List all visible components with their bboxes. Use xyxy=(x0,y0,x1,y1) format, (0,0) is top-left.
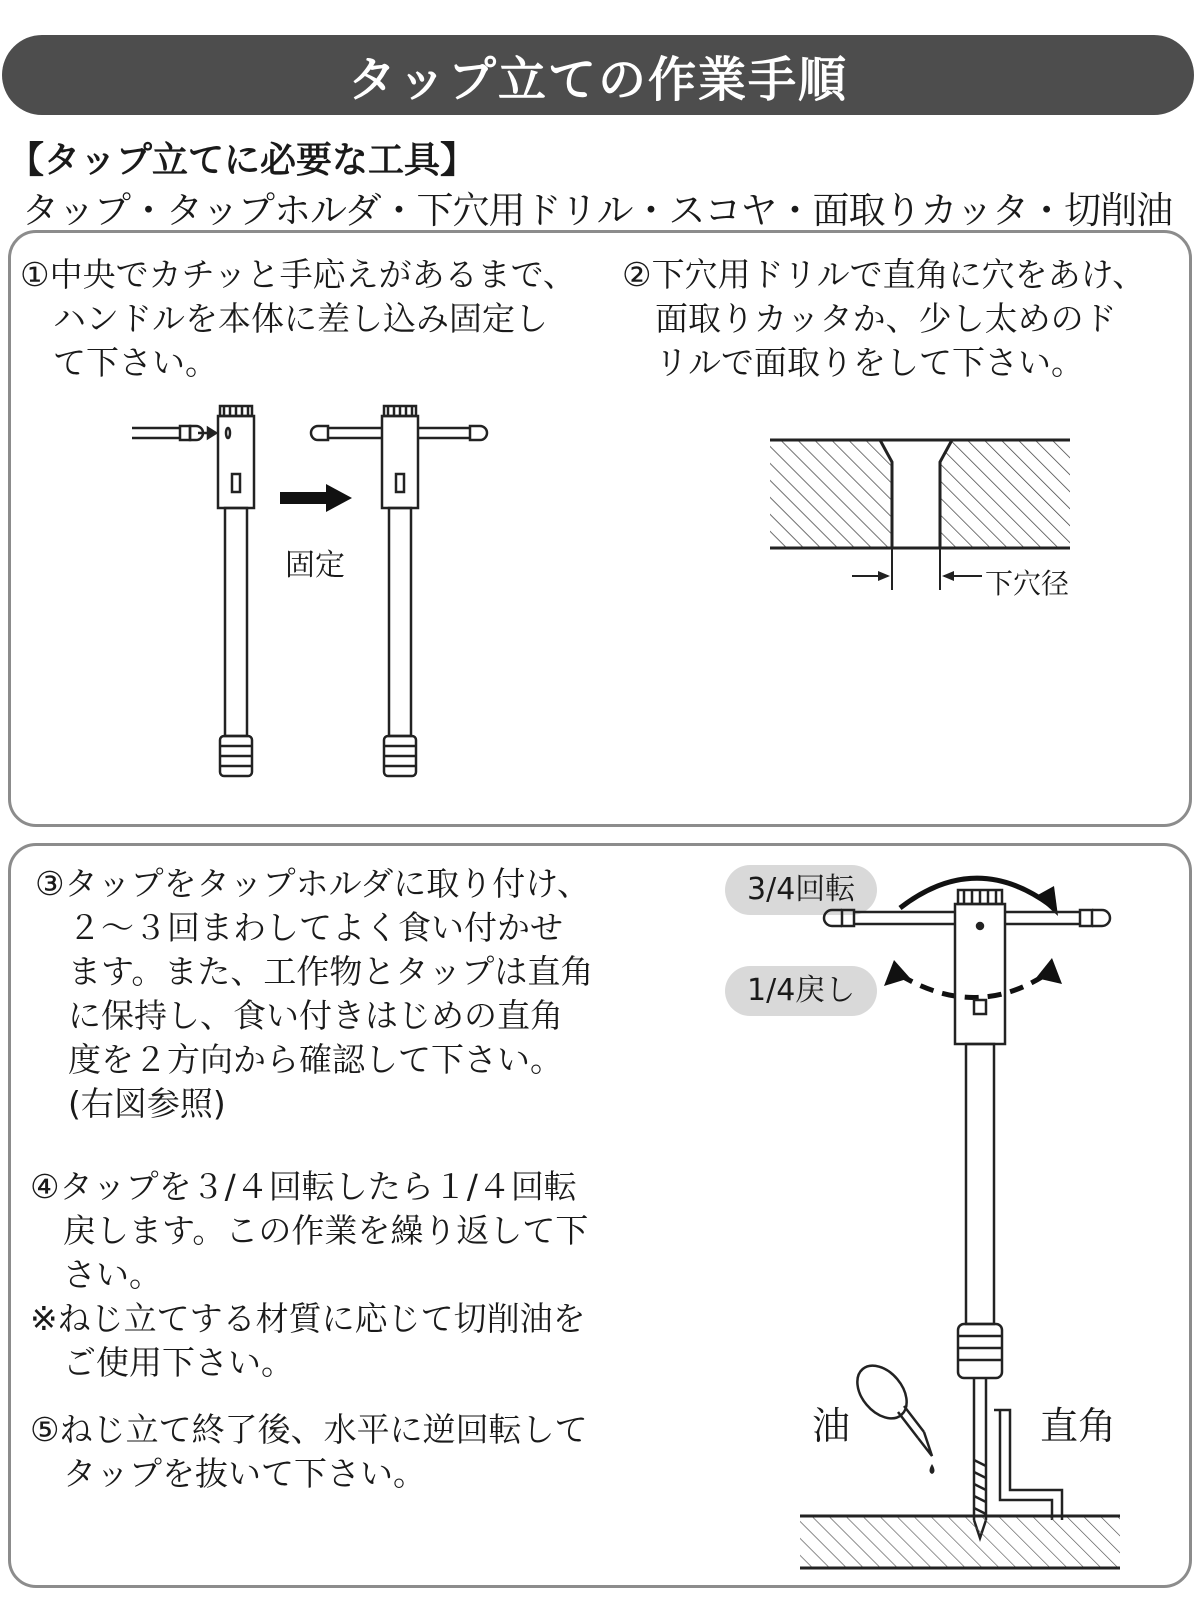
tap-holder-assembly-illustration xyxy=(120,400,520,800)
step-1-text: ①中央でカチッと手応えがあるまで、 ハンドルを本体に差し込み固定し て下さい。 xyxy=(20,255,576,382)
step-5-text: ⑤ねじ立て終了後、水平に逆回転して タップを抜いて下さい。 xyxy=(30,1410,588,1493)
pilot-hole-diameter-label: 下穴径 xyxy=(985,567,1070,600)
right-angle-label: 直角 xyxy=(1040,1404,1117,1448)
step-2-text: ②下穴用ドリルで直角に穴をあけ、 面取りカッタか、少し太めのド リルで面取りをして下さい。 xyxy=(622,255,1146,382)
step-4-text: ④タップを３/４回転したら１/４回転 戻します。この作業を繰り返して下 さい。 ※ねじ立てする材質に応じて切削油を ご使用下さい。 xyxy=(30,1167,589,1382)
tools-heading: 【タップ立てに必要な工具】 xyxy=(8,140,477,181)
fix-label: 固定 xyxy=(285,548,345,583)
step-3-text: ③タップをタップホルダに取り付け、 ２～３回まわしてよく食い付かせ ます。また、工作物とタップは直角 に保持し、食い付きはじめの直角 度を２方向から確認して下さい。 (右図参照) xyxy=(35,864,594,1123)
page-title: タップ立ての作業手順 xyxy=(347,51,848,108)
turn-forward-label: 3/4回転 xyxy=(725,865,877,915)
turn-back-label: 1/4戻し xyxy=(725,966,877,1016)
tools-list: タップ・タップホルダ・下穴用ドリル・スコヤ・面取りカッタ・切削油 xyxy=(22,189,1173,232)
tapping-operation-illustration xyxy=(800,860,1160,1570)
page-title-banner xyxy=(2,35,1194,115)
oil-label: 油 xyxy=(812,1404,851,1448)
